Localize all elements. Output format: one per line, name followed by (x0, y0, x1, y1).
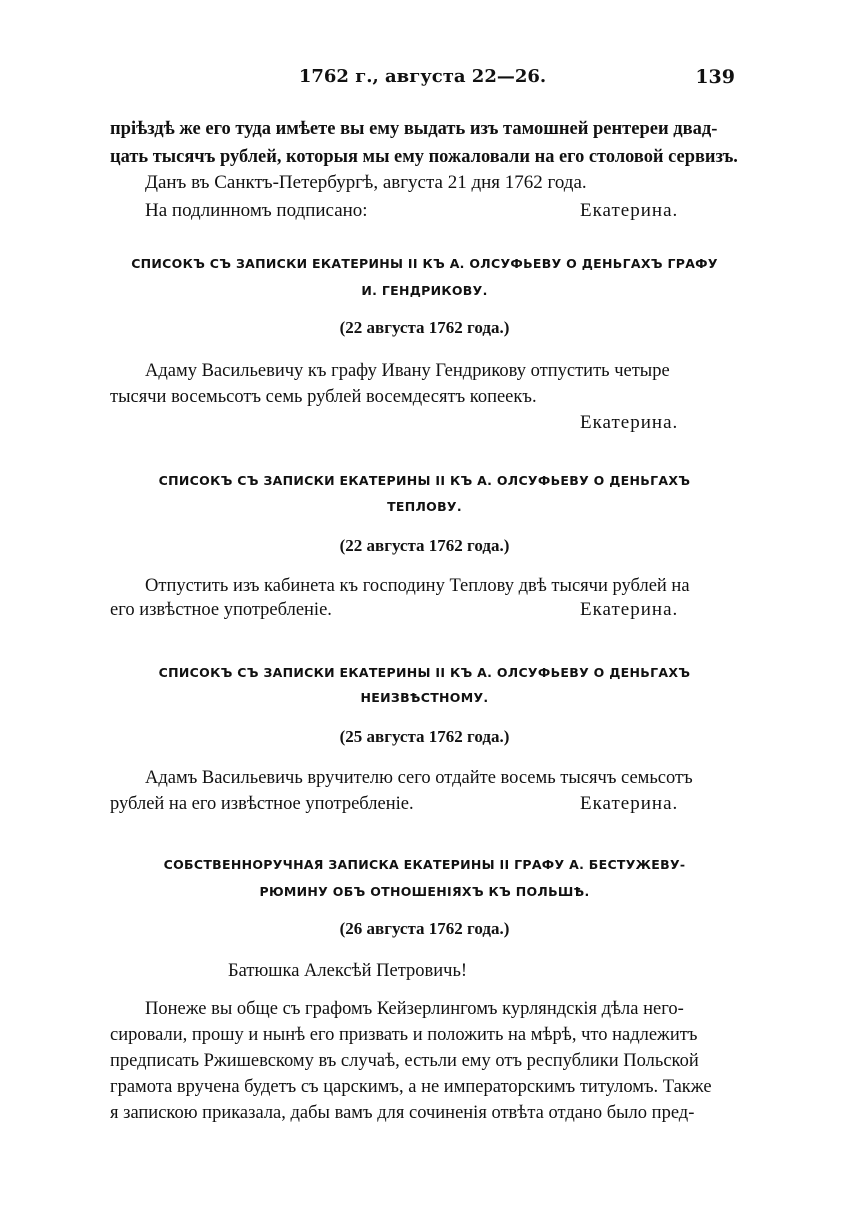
doc2-signature: Екатерина. (580, 599, 679, 620)
doc4-heading-line-1: СОБСТВЕННОРУЧНАЯ ЗАПИСКА ЕКАТЕРИНЫ II ГРАФУ А. БЕСТУЖЕВУ- (163, 857, 686, 872)
doc4-line-5: я запискою приказала, дабы вамъ для сочиненія отвѣта отдано было пред- (110, 1103, 695, 1123)
doc4-line-3: предписать Ржишевскому въ случаѣ, естьли ему отъ республики Польской (110, 1051, 699, 1071)
doc1-date: (22 августа 1762 года.) (339, 318, 510, 337)
doc4-line-1: Понеже вы обще съ графомъ Кейзерлингомъ курляндскія дѣла него- (145, 999, 684, 1019)
doc2-heading-line-2: ТЕПЛОВУ. (387, 499, 462, 514)
doc2-date: (22 августа 1762 года.) (339, 536, 510, 555)
doc4-heading-line-2: РЮМИНУ ОБЪ ОТНОШЕНІЯХЪ КЪ ПОЛЬШѢ. (259, 884, 590, 899)
doc3-heading-line-1: СПИСОКЪ СЪ ЗАПИСКИ ЕКАТЕРИНЫ II КЪ А. ОЛСУФЬЕВУ О ДЕНЬГАХЪ (158, 665, 691, 680)
intro-line-2: цать тысячъ рублей, которыя мы ему пожаловали на его столовой сервизъ. (110, 147, 738, 167)
intro-line-1: пріѣздѣ же его туда имѣете вы ему выдать изъ тамошней рентереи двад- (110, 119, 718, 139)
doc3-date: (25 августа 1762 года.) (339, 727, 510, 746)
doc4-date: (26 августа 1762 года.) (339, 919, 510, 938)
doc1-heading-line-1: СПИСОКЪ СЪ ЗАПИСКИ ЕКАТЕРИНЫ II КЪ А. ОЛСУФЬЕВУ О ДЕНЬГАХЪ ГРАФУ (131, 256, 718, 271)
doc1-heading-line-2: И. ГЕНДРИКОВУ. (361, 283, 488, 298)
doc1-line-2: тысячи восемьсотъ семь рублей восемдесятъ копеекъ. (110, 387, 537, 407)
intro-signed-label: На подлинномъ подписано: (145, 200, 368, 221)
doc2-line-1: Отпустить изъ кабинета къ господину Теплову двѣ тысячи рублей на (145, 576, 690, 596)
page-number: 139 (695, 66, 735, 88)
doc3-line-2: рублей на его извѣстное употребленіе. (110, 794, 414, 814)
doc2-line-2: его извѣстное употребленіе. (110, 600, 332, 620)
intro-signature: Екатерина. (580, 200, 679, 221)
doc2-heading-line-1: СПИСОКЪ СЪ ЗАПИСКИ ЕКАТЕРИНЫ II КЪ А. ОЛСУФЬЕВУ О ДЕНЬГАХЪ (158, 473, 691, 488)
doc3-signature: Екатерина. (580, 793, 679, 814)
doc3-line-1: Адамъ Васильевичь вручителю сего отдайте восемь тысячъ семьсотъ (145, 768, 693, 788)
running-header (110, 66, 735, 90)
doc4-line-4: грамота вручена будетъ съ царскимъ, а не императорскимъ титуломъ. Также (110, 1077, 712, 1097)
running-title: 1762 г., августа 22—26. (298, 66, 547, 87)
doc1-signature: Екатерина. (580, 412, 679, 433)
intro-dated: Данъ въ Санктъ-Петербургѣ, августа 21 дня 1762 года. (145, 172, 587, 193)
doc4-line-2: сировали, прошу и нынѣ его призвать и положить на мѣрѣ, что надлежитъ (110, 1025, 698, 1045)
doc4-salutation: Батюшка Алексѣй Петровичь! (228, 961, 468, 981)
doc1-line-1: Адаму Васильевичу къ графу Ивану Гендрикову отпустить четыре (145, 361, 670, 381)
doc3-heading-line-2: НЕИЗВѢСТНОМУ. (360, 690, 489, 705)
